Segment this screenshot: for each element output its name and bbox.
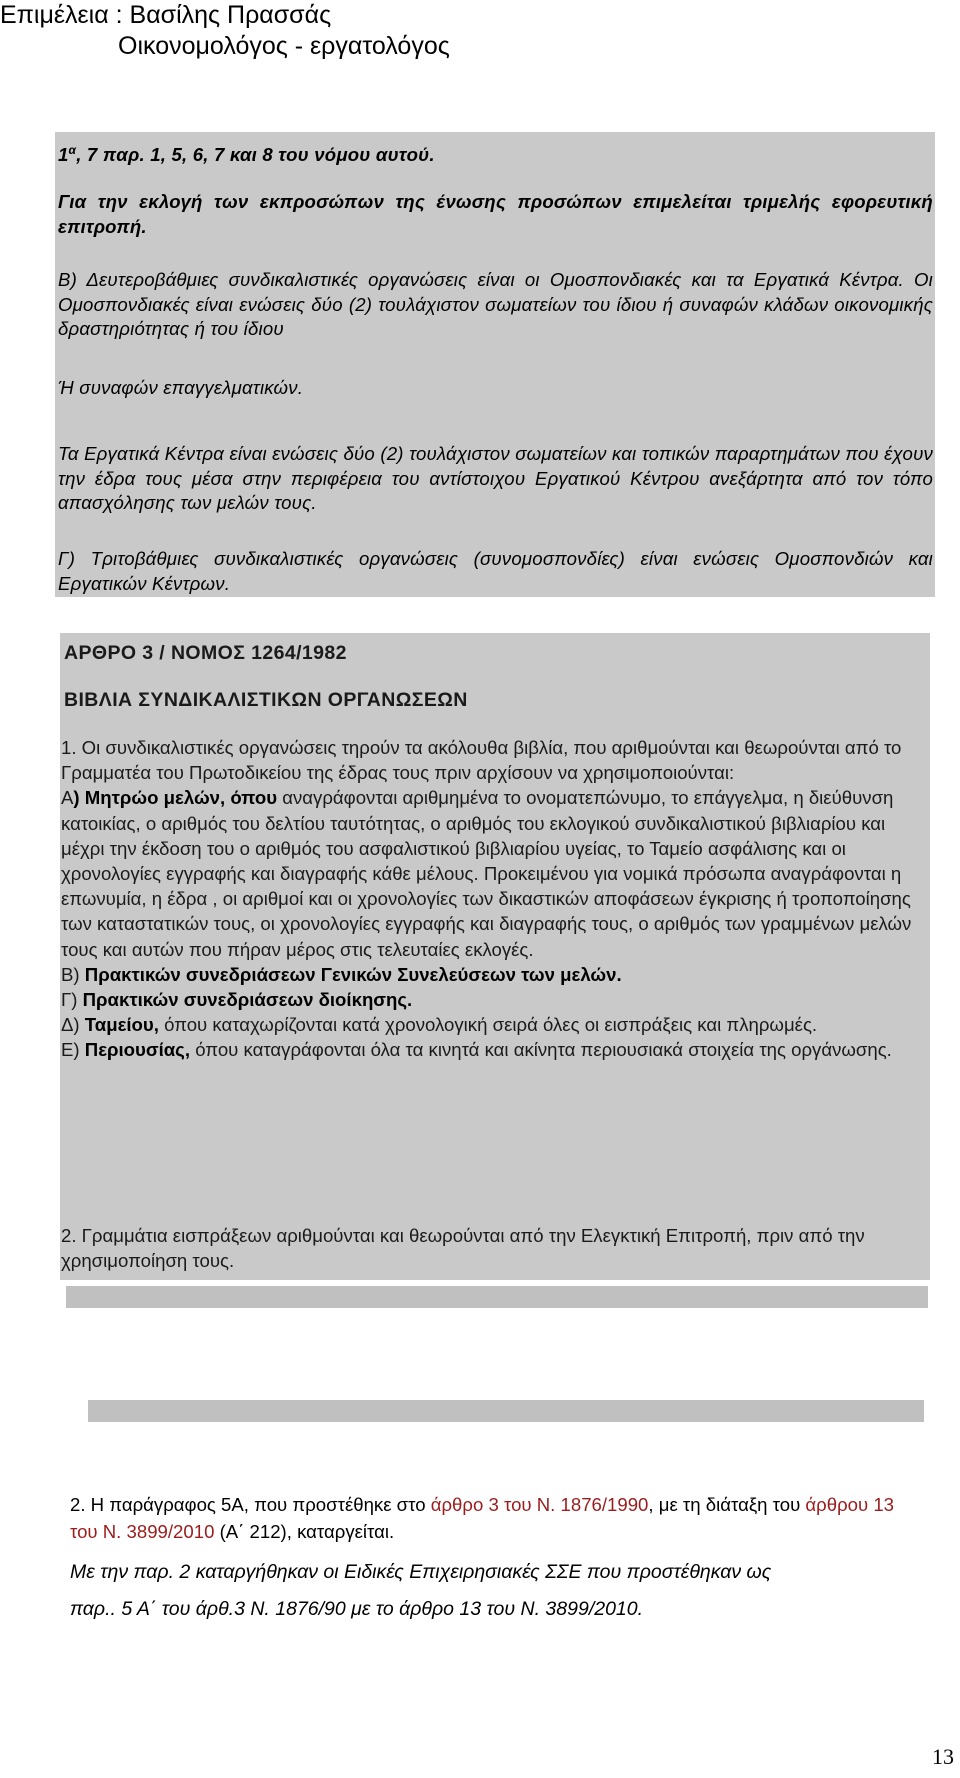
footnote-block [70, 1492, 922, 1628]
article-heading: ΑΡΘΡΟ 3 / ΝΟΜΟΣ 1264/1982 [64, 642, 347, 664]
shaded-block-article3 [60, 633, 930, 1280]
page-number: 13 [932, 1744, 954, 1769]
paragraph-secondary-unions: Β) Δευτεροβάθμιες συνδικαλιστικές οργανώσεις είναι οι Ομοσπονδιακές και τα Εργατικά Κέντρα. Οι Ομοσπονδιακές είναι ενώσεις δύο (2) τουλάχιστον σωματείων του ίδιου ή συναφών κλάδων οικονομικής δραστηριότητας ή του ίδιου [58, 269, 933, 339]
item-d: Δ) Ταμείου, όπου καταχωρίζονται κατά χρονολογική σειρά όλες οι εισπράξεις και πληρωμές. [61, 1014, 818, 1036]
page-header [0, 0, 450, 62]
article-intro: 1. Οι συνδικαλιστικές οργανώσεις τηρούν τα ακόλουθα βιβλία, που αριθμούνται και θεωρούνται από το Γραμματέα του Πρωτοδικείου της έδρας τους πριν αρχίσουν να χρησιμοποιούνται: [61, 737, 902, 784]
shaded-bar [66, 1286, 928, 1308]
paragraph-reference: $1^\alpha$, 7 παρ. 1, 5, 6, 7 και 8 του νόμου αυτού. [58, 143, 435, 166]
paragraph-labour-centres: Τα Εργατικά Κέντρα είναι ενώσεις δύο (2) τουλάχιστον σωματείων και τοπικών παραρτημάτων που έχουν την έδρα τους μέσα στην περιφέρεια του αντίστοιχου Εργατικού Κέντρου ανεξάρτητα από τον τόπο απασχόλησης των μελών τους. [58, 443, 933, 513]
header-profession: Οικονομολόγος - εργατολόγος [118, 32, 450, 60]
footnote-italic-note: Με την παρ. 2 καταργήθηκαν οι Ειδικές Επιχειρησιακές ΣΣΕ που προστέθηκαν ως παρ.. 5 Α΄ του άρθ.3 Ν. 1876/90 με το άρθρο 13 του Ν. 3899/2010. [70, 1561, 772, 1620]
article-paragraph-2: 2. Γραμμάτια εισπράξεων αριθμούνται και θεωρούνται από την Ελεγκτική Επιτροπή, πριν από την χρησιμοποίηση τους. [61, 1225, 865, 1272]
item-a: Α) Μητρώο μελών, όπου αναγράφονται αριθμημένα το ονοματεπώνυμο, το επάγγελμα, η διεύθυνση κατοικίας, ο αριθμός του δελτίου ταυτότητας, ο αριθμός του εκλογικού συνδικαλιστικού βιβλιαρίου και μέχρι την έκδοση του ο αριθμός του ασφαλιστικού βιβλιαρίου υγείας, το Ταμείο ασφάλισης και οι χρονολογίες εγγραφής και διαγραφής κάθε μέλους. Προκειμένου για νομικά πρόσωπα αναγράφονται η επωνυμία, η έδρα , οι αριθμοί και οι χρονολογίες των δικαστικών αποφάσεων έγκρισης ή τροποποίησης των καταστατικών τους, οι χρονολογίες εγγραφής και διαγραφής τους, ο αριθμός των γραμμένων μελών τους και αυτών που πήραν μέρος στις τελευταίες εκλογές. [61, 787, 912, 960]
article-subheading: ΒΙΒΛΙΑ ΣΥΝΔΙΚΑΛΙΣΤΙΚΩΝ ΟΡΓΑΝΩΣΕΩΝ [64, 689, 468, 711]
footnote-text: 2. Η παράγραφος 5Α, που προστέθηκε στο άρθρο 3 του Ν. 1876/1990, με τη διάταξη του άρθρου 13 του Ν. 3899/2010 (Α΄ 212), καταργείται. [70, 1494, 895, 1542]
law-link[interactable]: άρθρο 3 του Ν. 1876/1990 [430, 1494, 649, 1515]
paragraph-related-professions: Ή συναφών επαγγελματικών. [58, 377, 304, 398]
law-link[interactable]: άρθρου 13 του Ν. 3899/2010 [70, 1494, 895, 1542]
item-c: Γ) Πρακτικών συνεδριάσεων διοίκησης. [61, 989, 413, 1011]
header-editor: Επιμέλεια : Βασίλης Πρασσάς [0, 1, 332, 29]
paragraph-election-committee: Για την εκλογή των εκπροσώπων της ένωσης προσώπων επιμελείται τριμελής εφορευτική επιτροπή. [58, 191, 933, 237]
article-body [61, 735, 924, 1063]
shaded-bar [88, 1400, 924, 1422]
item-e: Ε) Περιουσίας, όπου καταγράφονται όλα τα κινητά και ακίνητα περιουσιακά στοιχεία της οργάνωσης. [61, 1039, 892, 1061]
paragraph-tertiary-unions: Γ) Τριτοβάθμιες συνδικαλιστικές οργανώσεις (συνομοσπονδίες) είναι ενώσεις Ομοσπονδιών και Εργατικών Κέντρων. [58, 548, 933, 594]
shaded-block-unions [55, 132, 935, 597]
item-b: Β) Πρακτικών συνεδριάσεων Γενικών Συνελεύσεων των μελών. [61, 963, 622, 985]
